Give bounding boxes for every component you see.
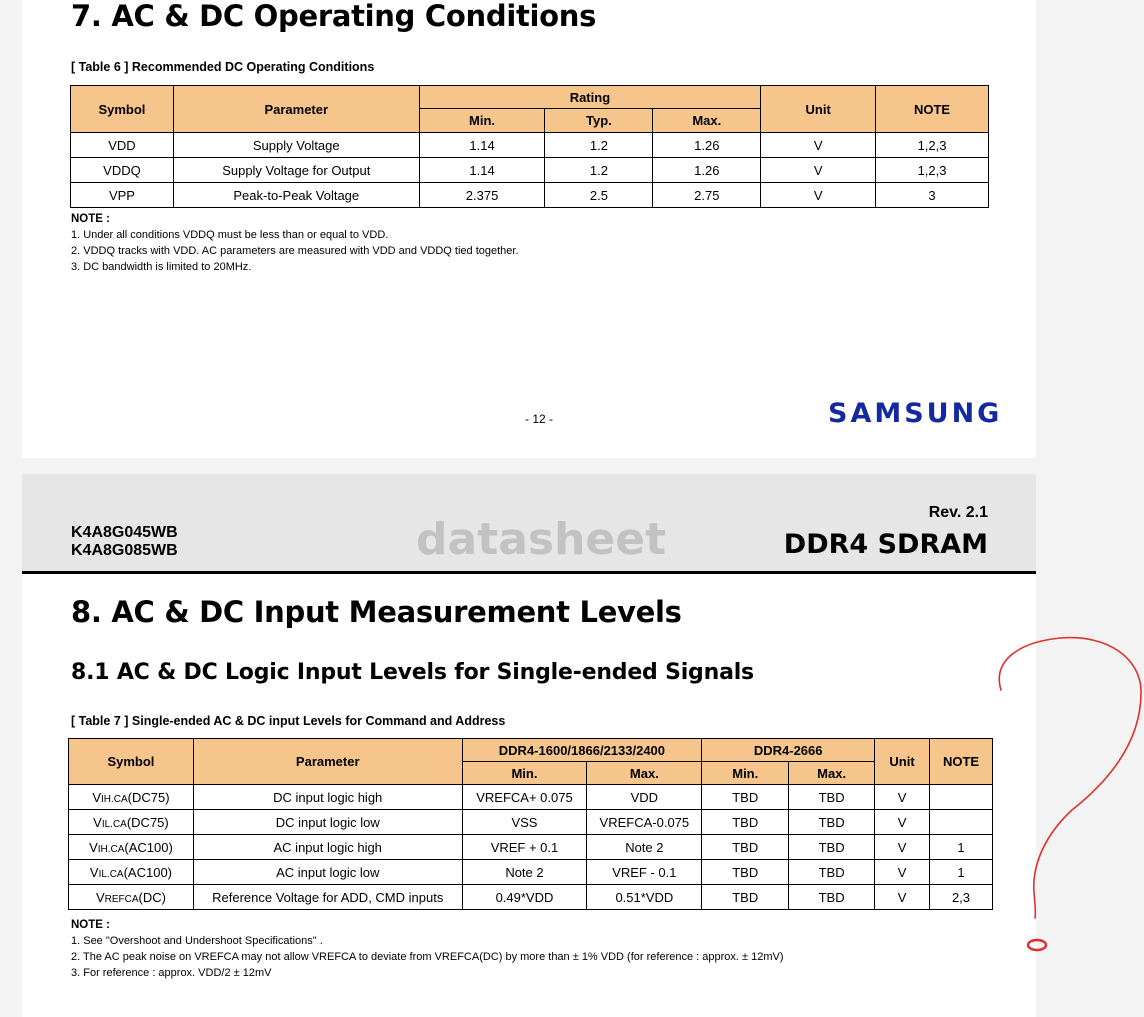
cell-parameter: Reference Voltage for ADD, CMD inputs (193, 885, 462, 910)
cell-min: TBD (702, 835, 789, 860)
symbol-main: V (89, 864, 99, 880)
cell-symbol (69, 785, 194, 810)
symbol-tail: (DC) (138, 889, 166, 905)
part-number: K4A8G045WB (71, 524, 178, 541)
cell-max: 1.26 (653, 158, 761, 183)
page-number: - 12 - (525, 412, 554, 426)
cell-min: 0.49*VDD (462, 885, 587, 910)
handwritten-question-mark-icon (990, 630, 1144, 960)
cell-max: 1.26 (653, 133, 761, 158)
table-row (71, 158, 989, 183)
symbol-main: V (93, 814, 102, 830)
cell-max: Note 2 (587, 835, 702, 860)
header-note: NOTE (930, 739, 993, 785)
header-typ: Typ. (545, 109, 653, 133)
header-unit: Unit (761, 86, 876, 133)
cell-note: 1 (930, 835, 993, 860)
header-max: Max. (653, 109, 761, 133)
cell-parameter: DC input logic high (193, 785, 462, 810)
cell-min: Note 2 (462, 860, 587, 885)
table-row (69, 835, 993, 860)
symbol-main: V (89, 839, 98, 855)
cell-unit: V (761, 183, 876, 208)
symbol-sub: IL.CA (98, 868, 124, 880)
section-title: 7. AC & DC Operating Conditions (71, 0, 597, 33)
product-title: DDR4 SDRAM (783, 529, 988, 560)
notes-heading: NOTE : (71, 213, 110, 225)
cell-unit: V (875, 835, 930, 860)
cell-parameter: DC input logic low (193, 810, 462, 835)
cell-parameter: Peak-to-Peak Voltage (173, 183, 419, 208)
cell-unit: V (875, 785, 930, 810)
table-row (71, 133, 989, 158)
cell-max: 0.51*VDD (587, 885, 702, 910)
note-item: 3. DC bandwidth is limited to 20MHz. (71, 261, 252, 273)
cell-max: VREFCA-0.075 (587, 810, 702, 835)
table-row (69, 860, 993, 885)
cell-unit: V (875, 860, 930, 885)
cell-min: TBD (702, 860, 789, 885)
samsung-logo: SAMSUNG (828, 398, 1003, 429)
cell-min: TBD (702, 810, 789, 835)
cell-min: 2.375 (419, 183, 545, 208)
header-parameter: Parameter (193, 739, 462, 785)
cell-max: TBD (789, 810, 875, 835)
header-max: Max. (789, 762, 875, 785)
datasheet-page-12 (22, 0, 1036, 458)
note-item: 2. The AC peak noise on VREFCA may not allow VREFCA to deviate from VREFCA(DC) by more than ± 1% VDD (for reference : approx. ± 12mV) (71, 951, 784, 963)
cell-parameter: AC input logic low (193, 860, 462, 885)
notes-heading: NOTE : (71, 919, 110, 931)
symbol-tail: (DC75) (126, 814, 169, 830)
symbol-tail: (AC100) (123, 864, 173, 880)
revision-label: Rev. 2.1 (928, 504, 988, 521)
cell-max: VREF - 0.1 (587, 860, 702, 885)
symbol-sub: IH.CA (101, 793, 128, 805)
note-item: 1. See "Overshoot and Undershoot Specifications" . (71, 935, 323, 947)
cell-note: 2,3 (930, 885, 993, 910)
table-caption: [ Table 7 ] Single-ended AC & DC input Levels for Command and Address (71, 714, 506, 728)
note-item: 2. VDDQ tracks with VDD. AC parameters are measured with VDD and VDDQ tied together. (71, 245, 519, 257)
table-row (69, 885, 993, 910)
datasheet-page-13 (22, 474, 1036, 1017)
symbol-sub: IH.CA (97, 843, 125, 855)
cell-max: TBD (789, 860, 875, 885)
section-title: 8. AC & DC Input Measurement Levels (71, 595, 682, 629)
cell-unit: V (761, 133, 876, 158)
symbol-main: V (95, 889, 105, 905)
cell-min: VSS (462, 810, 587, 835)
header-rating: Rating (419, 86, 761, 109)
table-row (69, 810, 993, 835)
cell-symbol: VDD (71, 133, 174, 158)
cell-symbol: VPP (71, 183, 174, 208)
cell-max: TBD (789, 835, 875, 860)
cell-note: 1,2,3 (876, 158, 989, 183)
part-numbers (71, 524, 178, 560)
table-row (71, 183, 989, 208)
cell-max: TBD (789, 885, 875, 910)
page-header (22, 474, 1036, 574)
cell-typ: 1.2 (545, 158, 653, 183)
symbol-tail: (DC75) (127, 789, 170, 805)
cell-parameter: Supply Voltage (173, 133, 419, 158)
cell-min: VREF + 0.1 (462, 835, 587, 860)
table-caption: [ Table 6 ] Recommended DC Operating Conditions (71, 60, 375, 74)
cell-min: VREFCA+ 0.075 (462, 785, 587, 810)
cell-parameter: AC input logic high (193, 835, 462, 860)
datasheet-watermark: datasheet (416, 514, 667, 565)
header-min: Min. (702, 762, 789, 785)
cell-max: VDD (587, 785, 702, 810)
cell-unit: V (875, 885, 930, 910)
cell-unit: V (761, 158, 876, 183)
header-min: Min. (462, 762, 587, 785)
cell-symbol (69, 860, 194, 885)
symbol-sub: IL.CA (101, 818, 127, 830)
header-note: NOTE (876, 86, 989, 133)
cell-typ: 2.5 (545, 183, 653, 208)
cell-min: 1.14 (419, 158, 545, 183)
header-max: Max. (587, 762, 702, 785)
cell-min: TBD (702, 785, 789, 810)
header-unit: Unit (875, 739, 930, 785)
cell-note (930, 810, 993, 835)
symbol-sub: REFCA (104, 893, 139, 905)
cell-symbol (69, 885, 194, 910)
cell-note (930, 785, 993, 810)
symbol-main: V (92, 789, 101, 805)
notes-block (71, 211, 519, 275)
notes-block (71, 917, 784, 981)
subsection-title: 8.1 AC & DC Logic Input Levels for Single-ended Signals (71, 660, 754, 685)
cell-typ: 1.2 (545, 133, 653, 158)
cell-min: 1.14 (419, 133, 545, 158)
header-min: Min. (419, 109, 545, 133)
single-ended-input-levels-table (68, 738, 993, 910)
cell-max: 2.75 (653, 183, 761, 208)
dc-operating-conditions-table (70, 85, 989, 208)
header-parameter: Parameter (173, 86, 419, 133)
header-speed-group-1: DDR4-1600/1866/2133/2400 (462, 739, 702, 762)
note-item: 1. Under all conditions VDDQ must be less than or equal to VDD. (71, 229, 389, 241)
question-mark-dot (1028, 940, 1046, 950)
cell-note: 3 (876, 183, 989, 208)
cell-note: 1,2,3 (876, 133, 989, 158)
cell-symbol: VDDQ (71, 158, 174, 183)
header-speed-group-2: DDR4-2666 (702, 739, 875, 762)
cell-unit: V (875, 810, 930, 835)
part-number: K4A8G085WB (71, 542, 178, 559)
cell-symbol (69, 810, 194, 835)
cell-min: TBD (702, 885, 789, 910)
cell-symbol (69, 835, 194, 860)
table-row (69, 785, 993, 810)
cell-note: 1 (930, 860, 993, 885)
question-mark-curve (999, 638, 1141, 918)
symbol-tail: (AC100) (124, 839, 173, 855)
cell-max: TBD (789, 785, 875, 810)
note-item: 3. For reference : approx. VDD/2 ± 12mV (71, 967, 272, 979)
cell-parameter: Supply Voltage for Output (173, 158, 419, 183)
header-symbol: Symbol (71, 86, 174, 133)
header-symbol: Symbol (69, 739, 194, 785)
